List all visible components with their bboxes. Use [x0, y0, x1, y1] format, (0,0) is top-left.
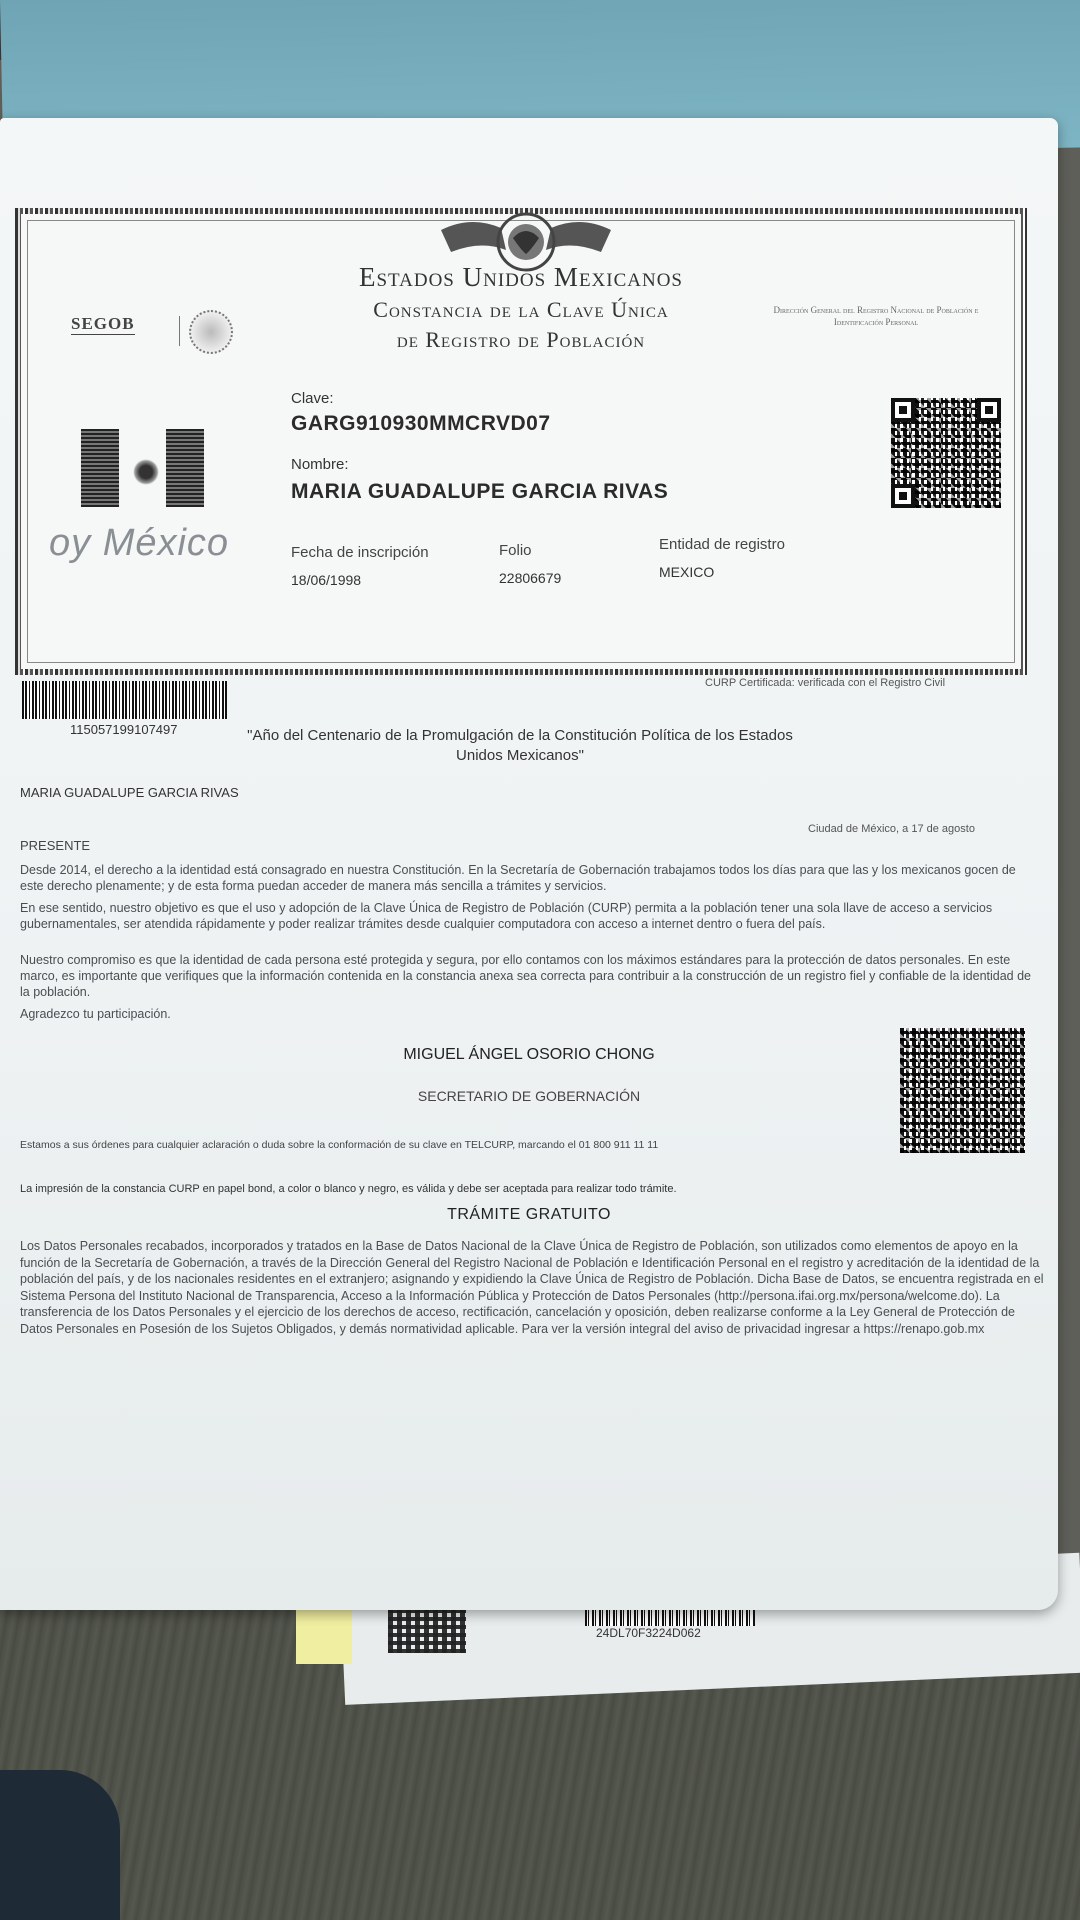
under-sheet-qr-icon [388, 1605, 466, 1653]
flag-green-stripe-icon [81, 429, 119, 507]
under-sheet-barcode-number: 24DL70F3224D062 [596, 1626, 701, 1640]
flag-red-stripe-icon [166, 429, 204, 507]
impresion-note: La impresión de la constancia CURP en papel bond, a color o blanco y negro, es válida y debe ser aceptada para realizar todo trámite. [20, 1183, 677, 1195]
fecha-inscripcion-label: Fecha de inscripción [291, 544, 429, 561]
presente-label: PRESENTE [20, 838, 91, 853]
document-paper [0, 118, 1058, 1610]
aviso-privacidad-paragraph: Los Datos Personales recabados, incorporados y tratados en la Base de Datos Nacional de la Clave Única de Registro de Población, son utilizados como elementos de apoyo en la función de la Secretaría de Gobernación, a través de la Dirección General del Registro Nacional de Población e Identificación Personal en el registro y acreditación de la identidad de la población del país, y de los nacionales residentes en el extranjero; asignando y expidiendo la Clave Única de Registro de Población. Dicha Base de Datos, se encuentra registrada en el Sistema Persona del Instituto Nacional de Transparencia, Acceso a la Información Pública y Protección de Datos Personales (http://persona.ifai.org.mx/persona/welcome.do). La transferencia de los Datos Personales y el ejercicio de los derechos de acceso, rectificación, cancelación y oposición, deben realizarse conforme a la Ley General de Protección de Datos Personales en Posesión de los Sujetos Obligados, y demás normatividad aplicable. Para ver la versión integral del aviso de privacidad ingresar a https://renapo.gob.mx [20, 1239, 1044, 1336]
folio-label: Folio [499, 542, 532, 559]
nombre-value: MARIA GUADALUPE GARCIA RIVAS [291, 480, 669, 503]
title-estados-unidos: Estados Unidos Mexicanos [359, 262, 683, 292]
folio-value: 22806679 [499, 570, 562, 586]
telcurp-note: Estamos a sus órdenes para cualquier aclaración o duda sobre la conformación de su clave en TELCURP, marcando el 01 800 911 11 11 [20, 1139, 659, 1151]
curp-certificada-note: CURP Certificada: verificada con el Registro Civil [705, 677, 946, 689]
letter-paragraph-4: Agradezco tu participación. [20, 1007, 171, 1021]
tramite-gratuito-heading: TRÁMITE GRATUITO [447, 1206, 611, 1223]
letter-qr-code-icon [900, 1028, 1025, 1153]
clave-value: GARG910930MMCRVD07 [291, 412, 551, 435]
background-dark-cloth [0, 1770, 120, 1920]
clave-label: Clave: [291, 390, 334, 407]
firmante-cargo: SECRETARIO DE GOBERNACIÓN [417, 1088, 641, 1104]
segob-divider [179, 316, 180, 346]
direccion-general-text: Dirección General del Registro Nacional de Población e Identificación Personal [773, 305, 979, 327]
barcode-number: 115057199107497 [70, 722, 178, 737]
nombre-label: Nombre: [291, 456, 349, 473]
curp-certificate-box [15, 208, 1027, 675]
recipient-name: MARIA GUADALUPE GARCIA RIVAS [20, 785, 239, 800]
anio-centenario-quote: "Año del Centenario de la Promulgación de la Constitución Política de los Estados Unidos Mexicanos" [247, 727, 793, 764]
title-registro: de Registro de Población [396, 327, 646, 352]
fecha-inscripcion-value: 18/06/1998 [291, 572, 362, 588]
flag-emblem-icon [133, 459, 159, 485]
entidad-registro-value: MEXICO [659, 564, 715, 580]
certificate-qr-code-icon [891, 398, 1001, 508]
ciudad-fecha: Ciudad de México, a 17 de agosto [808, 823, 975, 835]
segob-logo: SEGOB [71, 314, 135, 333]
letter-paragraph-2: En ese sentido, nuestro objetivo es que el uso y adopción de la Clave Única de Registro de Población (CURP) permita a la población tener una sola llave de acceso a servicios gubernamentales, ser atendida rápidamente y poder realizar trámites desde cualquier computadora con acceso a internet dentro o fuera del país. [20, 901, 993, 931]
entidad-registro-label: Entidad de registro [659, 536, 785, 553]
firmante-name: MIGUEL ÁNGEL OSORIO CHONG [403, 1046, 655, 1063]
soy-mexico-watermark: oy México [49, 522, 230, 564]
title-constancia: Constancia de la Clave Única [373, 297, 669, 322]
document-barcode [22, 681, 227, 719]
letter-paragraph-1: Desde 2014, el derecho a la identidad está consagrado en nuestra Constitución. En la Secretaría de Gobernación trabajamos todos los días para que las y los mexicanos gocen de este derecho plenamente; y de esta forma puedan acceder de manera más sencilla a trámites y servicios. [20, 863, 1016, 893]
letter-paragraph-3: Nuestro compromiso es que la identidad de cada persona esté protegida y segura, por ello contamos con los máximos estándares para la protección de datos personales. En este marco, es importante que verifiques que la información contenida en la constancia anexa sea correcta para contribuir a la construcción de un registro fiel y confiable de la identidad de la población. [20, 953, 1032, 999]
segob-seal-icon [189, 310, 233, 354]
